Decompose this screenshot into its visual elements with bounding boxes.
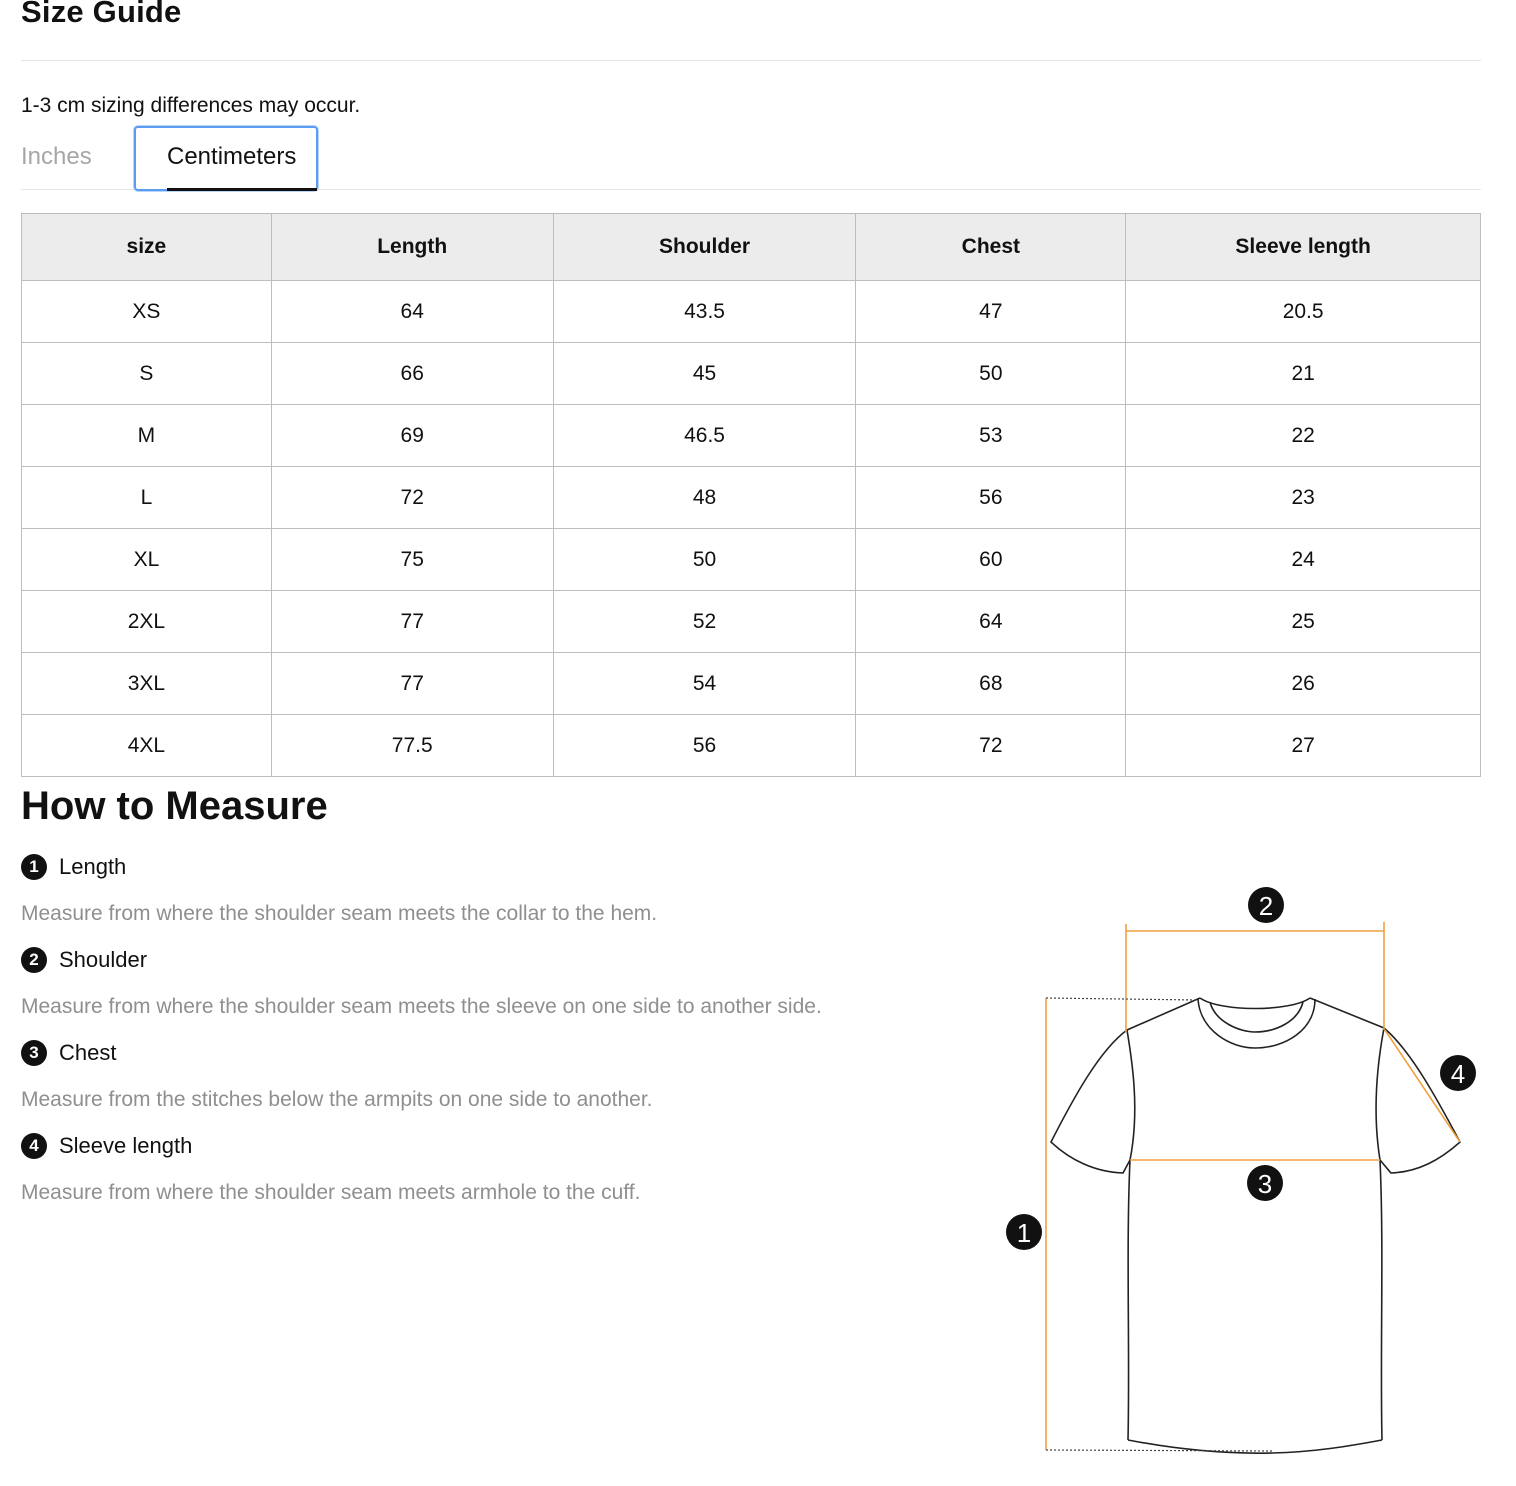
table-row <box>22 467 1481 529</box>
sizing-note: 1-3 cm sizing differences may occur. <box>21 94 361 117</box>
measure-item-chest <box>21 1040 653 1112</box>
tshirt-measurement-diagram <box>990 880 1490 1470</box>
measure-label: Chest <box>59 1040 117 1065</box>
cell-length: 69 <box>271 405 553 467</box>
measure-label: Length <box>59 854 127 879</box>
measure-label: Sleeve length <box>59 1133 193 1158</box>
tab-centimeters[interactable] <box>134 126 318 191</box>
cell-shoulder: 46.5 <box>553 405 856 467</box>
measure-item-sleeve-length <box>21 1133 640 1205</box>
measure-description: Measure from where the shoulder seam meets the sleeve on one side to another side. <box>21 995 822 1018</box>
cell-shoulder: 52 <box>553 591 856 653</box>
cell-length: 72 <box>271 467 553 529</box>
cell-size: 2XL <box>22 591 272 653</box>
table-row <box>22 529 1481 591</box>
table-row <box>22 653 1481 715</box>
tab-centimeters-label: Centimeters <box>167 143 297 170</box>
cell-length: 77.5 <box>271 715 553 777</box>
page-title: Size Guide <box>21 0 182 29</box>
cell-size: 4XL <box>22 715 272 777</box>
cell-sleeve-length: 25 <box>1126 591 1481 653</box>
cell-shoulder: 54 <box>553 653 856 715</box>
measure-label: Shoulder <box>59 947 148 972</box>
cell-length: 64 <box>271 281 553 343</box>
cell-sleeve-length: 23 <box>1126 467 1481 529</box>
size-table <box>21 213 1481 777</box>
column-header-length: Length <box>271 214 553 281</box>
marker-4-icon <box>1440 1055 1476 1091</box>
cell-sleeve-length: 20.5 <box>1126 281 1481 343</box>
cell-shoulder: 48 <box>553 467 856 529</box>
cell-chest: 47 <box>856 281 1126 343</box>
cell-chest: 60 <box>856 529 1126 591</box>
cell-length: 75 <box>271 529 553 591</box>
number-1-icon: 1 <box>21 854 47 880</box>
svg-text:4: 4 <box>1450 1059 1466 1089</box>
cell-size: XS <box>22 281 272 343</box>
cell-length: 66 <box>271 343 553 405</box>
measure-item-length <box>21 854 657 926</box>
tshirt-outline-icon <box>1051 998 1460 1453</box>
marker-3-icon <box>1247 1165 1283 1201</box>
measure-description: Measure from where the shoulder seam meets the collar to the hem. <box>21 902 658 925</box>
cell-length: 77 <box>271 653 553 715</box>
column-header-chest: Chest <box>856 214 1126 281</box>
column-header-size: size <box>22 214 272 281</box>
marker-1-icon <box>1006 1214 1042 1250</box>
cell-shoulder: 50 <box>553 529 856 591</box>
cell-chest: 56 <box>856 467 1126 529</box>
table-row <box>22 281 1481 343</box>
table-row <box>22 343 1481 405</box>
title-divider <box>21 60 1481 61</box>
cell-size: M <box>22 405 272 467</box>
number-2-icon: 2 <box>21 947 47 973</box>
svg-text:1: 1 <box>1016 1218 1032 1248</box>
table-header-row <box>22 214 1481 281</box>
unit-tabs <box>21 126 1481 190</box>
column-header-shoulder: Shoulder <box>553 214 856 281</box>
active-tab-indicator <box>167 188 317 191</box>
cell-sleeve-length: 27 <box>1126 715 1481 777</box>
cell-shoulder: 43.5 <box>553 281 856 343</box>
cell-size: S <box>22 343 272 405</box>
number-3-icon: 3 <box>21 1040 47 1066</box>
marker-2-icon <box>1248 887 1284 923</box>
number-4-icon: 4 <box>21 1133 47 1159</box>
cell-size: XL <box>22 529 272 591</box>
cell-shoulder: 56 <box>553 715 856 777</box>
measure-description: Measure from the stitches below the armpits on one side to another. <box>21 1088 653 1111</box>
how-to-measure-heading: How to Measure <box>21 784 328 828</box>
measure-item-shoulder <box>21 947 822 1019</box>
table-row <box>22 591 1481 653</box>
cell-sleeve-length: 24 <box>1126 529 1481 591</box>
measure-description: Measure from where the shoulder seam meets armhole to the cuff. <box>21 1181 641 1204</box>
svg-text:2: 2 <box>1258 891 1274 921</box>
cell-sleeve-length: 22 <box>1126 405 1481 467</box>
table-row <box>22 405 1481 467</box>
cell-chest: 64 <box>856 591 1126 653</box>
cell-sleeve-length: 21 <box>1126 343 1481 405</box>
tab-inches[interactable]: Inches <box>21 143 92 170</box>
cell-chest: 50 <box>856 343 1126 405</box>
table-row <box>22 715 1481 777</box>
cell-length: 77 <box>271 591 553 653</box>
cell-size: L <box>22 467 272 529</box>
cell-sleeve-length: 26 <box>1126 653 1481 715</box>
cell-shoulder: 45 <box>553 343 856 405</box>
cell-chest: 72 <box>856 715 1126 777</box>
cell-chest: 53 <box>856 405 1126 467</box>
column-header-sleeve-length: Sleeve length <box>1126 214 1481 281</box>
svg-text:3: 3 <box>1257 1169 1273 1199</box>
cell-chest: 68 <box>856 653 1126 715</box>
cell-size: 3XL <box>22 653 272 715</box>
